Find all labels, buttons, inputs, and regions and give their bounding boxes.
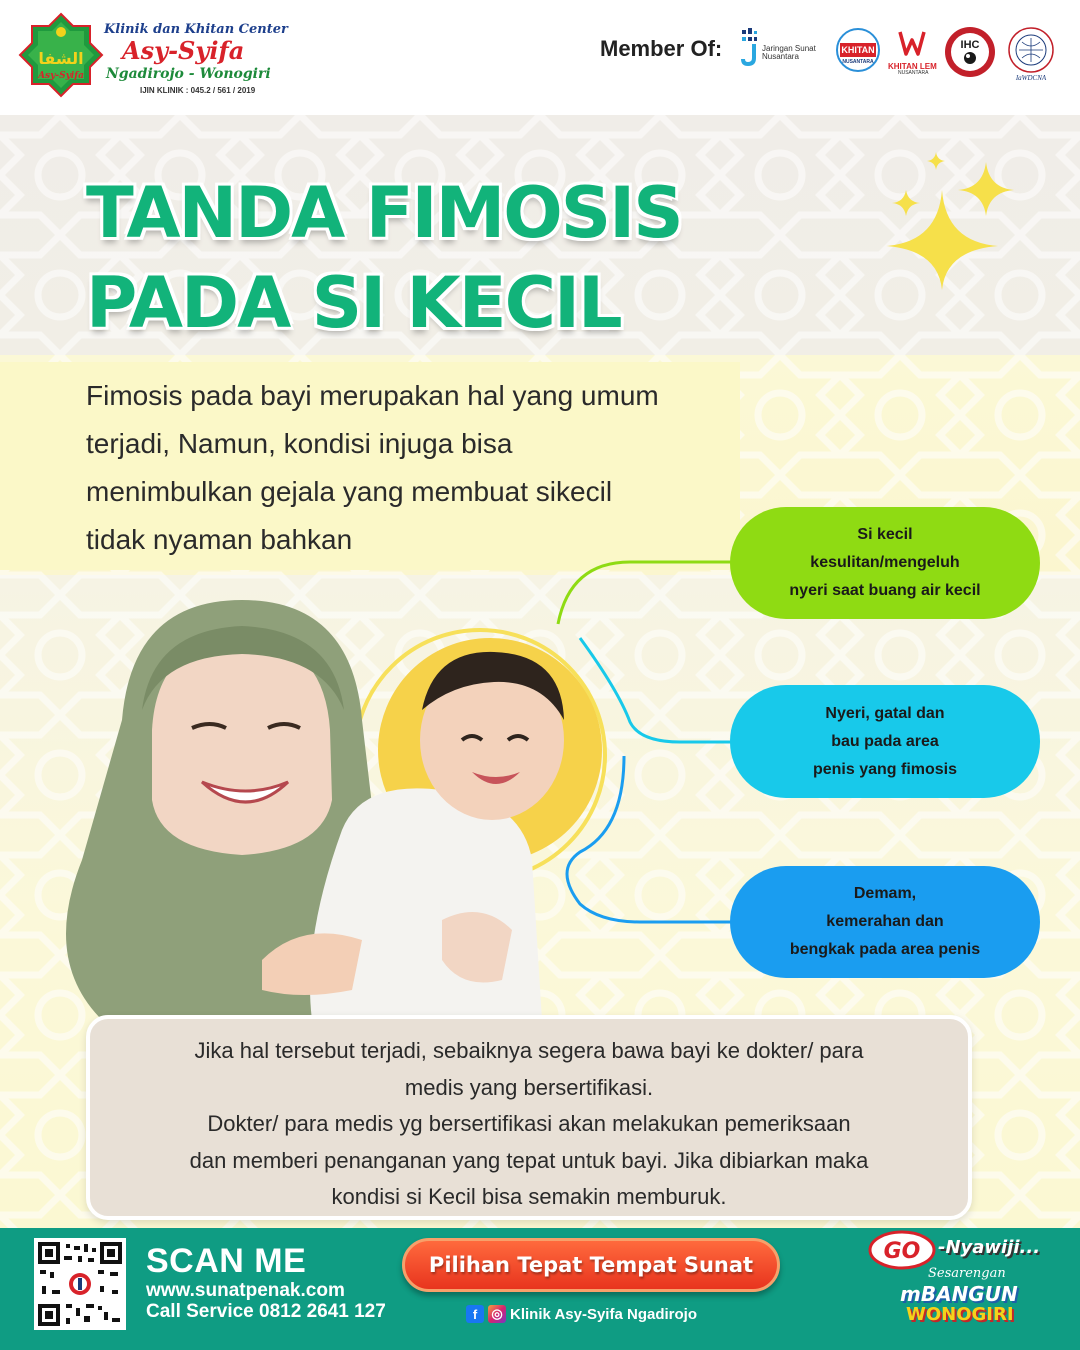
member-label: Member Of: — [600, 36, 723, 61]
symptom-line: Si kecil — [857, 526, 913, 543]
intro-line: tidak nyaman bahkan — [86, 524, 353, 555]
page-title — [86, 168, 682, 348]
go-wonogiri: WONOGIRI — [906, 1304, 1014, 1325]
khitan-lem-line1: KHITAN LEM — [888, 62, 937, 71]
header — [0, 0, 1080, 115]
svg-text:GO: GO — [883, 1239, 921, 1264]
call-service[interactable]: Call Service 0812 2641 127 — [146, 1301, 386, 1322]
symptom-line: penis yang fimosis — [812, 760, 958, 778]
go-sub: Sesarengan — [928, 1266, 1006, 1281]
advice-line: Dokter/ para medis yg bersertifikasi akan melakukan pemeriksaan — [207, 1111, 851, 1136]
qr-code[interactable] — [34, 1238, 126, 1330]
iawdcna-logo — [1002, 26, 1060, 82]
svg-text:NUSANTARA: NUSANTARA — [842, 59, 874, 65]
advice-line: Jika hal tersebut terjadi, sebaiknya segera bawa bayi ke dokter/ para — [194, 1038, 864, 1063]
advice-line: medis yang bersertifikasi. — [404, 1074, 654, 1100]
symptom-line: kemerahan dan — [826, 913, 944, 930]
intro-line: terjadi, Namun, kondisi injuga bisa — [86, 428, 513, 459]
go-mbangun: mBANGUN — [900, 1282, 1018, 1306]
symptom-line: kesulitan/mengeluh — [810, 554, 960, 571]
svg-text:KHITAN: KHITAN — [841, 45, 875, 55]
symptom-line: Demam, — [853, 885, 917, 902]
scan-me-label: SCAN ME — [146, 1242, 307, 1280]
jsn-logo — [740, 28, 832, 68]
title-line1: TANDA FIMOSIS — [86, 172, 682, 254]
jsn-line2: Nusantara — [762, 52, 799, 61]
social-label: Klinik Asy-Syifa Ngadirojo — [510, 1305, 697, 1323]
intro-text — [86, 372, 746, 564]
connector-lines — [540, 540, 740, 940]
jsn-icon — [740, 28, 760, 66]
clinic-line1: Klinik dan Khitan Center — [104, 22, 288, 37]
intro-line: menimbulkan gejala yang membuat sikecil — [86, 476, 613, 507]
instagram-icon[interactable]: ◎ — [488, 1305, 506, 1323]
svg-text:IaWDCNA: IaWDCNA — [1015, 74, 1047, 82]
sparkle-icon — [880, 150, 1030, 310]
social-row[interactable] — [466, 1305, 697, 1323]
intro-line: Fimosis pada bayi merupakan hal yang umum — [86, 380, 659, 411]
advice-box — [86, 1015, 972, 1220]
svg-text:IHC: IHC — [960, 39, 980, 51]
khitan-lem-icon — [884, 28, 940, 58]
symptom-line: nyeri saat buang air kecil — [789, 582, 981, 599]
facebook-icon[interactable]: f — [466, 1305, 484, 1323]
clinic-location: Ngadirojo - Wonogiri — [106, 66, 271, 82]
advice-line: dan memberi penanganan yang tepat untuk bayi. Jika dibiarkan maka — [189, 1147, 869, 1173]
logo-arabic: الشفا — [38, 49, 84, 68]
clinic-name: Asy-Syifa — [122, 36, 245, 65]
go-tagline: -Nyawiji... — [938, 1237, 1041, 1258]
symptom-pill — [730, 866, 1040, 978]
website-link[interactable]: www.sunatpenak.com — [146, 1280, 345, 1301]
clinic-permit: IJIN KLINIK : 045.2 / 561 / 2019 — [140, 86, 256, 95]
logo-label: Asy-Syifa — [38, 71, 84, 81]
advice-line: kondisi si Kecil bisa semakin memburuk. — [331, 1184, 727, 1209]
khitan-nusantara-logo — [836, 28, 880, 72]
khitan-lem-line2: NUSANTARA — [898, 70, 929, 76]
symptom-line: Nyeri, gatal dan — [825, 704, 945, 722]
jsn-line1: Jaringan Sunat — [762, 44, 816, 53]
symptom-pill — [730, 685, 1040, 798]
khitan-lem-logo — [884, 28, 940, 76]
title-line2: PADA SI KECIL — [86, 262, 621, 344]
cta-button[interactable]: Pilihan Tepat Tempat Sunat — [402, 1238, 780, 1292]
symptom-line: bengkak pada area penis — [789, 941, 981, 958]
clinic-logo — [18, 12, 104, 100]
ihc-logo — [944, 26, 996, 78]
symptom-pill — [730, 507, 1040, 619]
symptom-line: bau pada area — [831, 732, 939, 750]
